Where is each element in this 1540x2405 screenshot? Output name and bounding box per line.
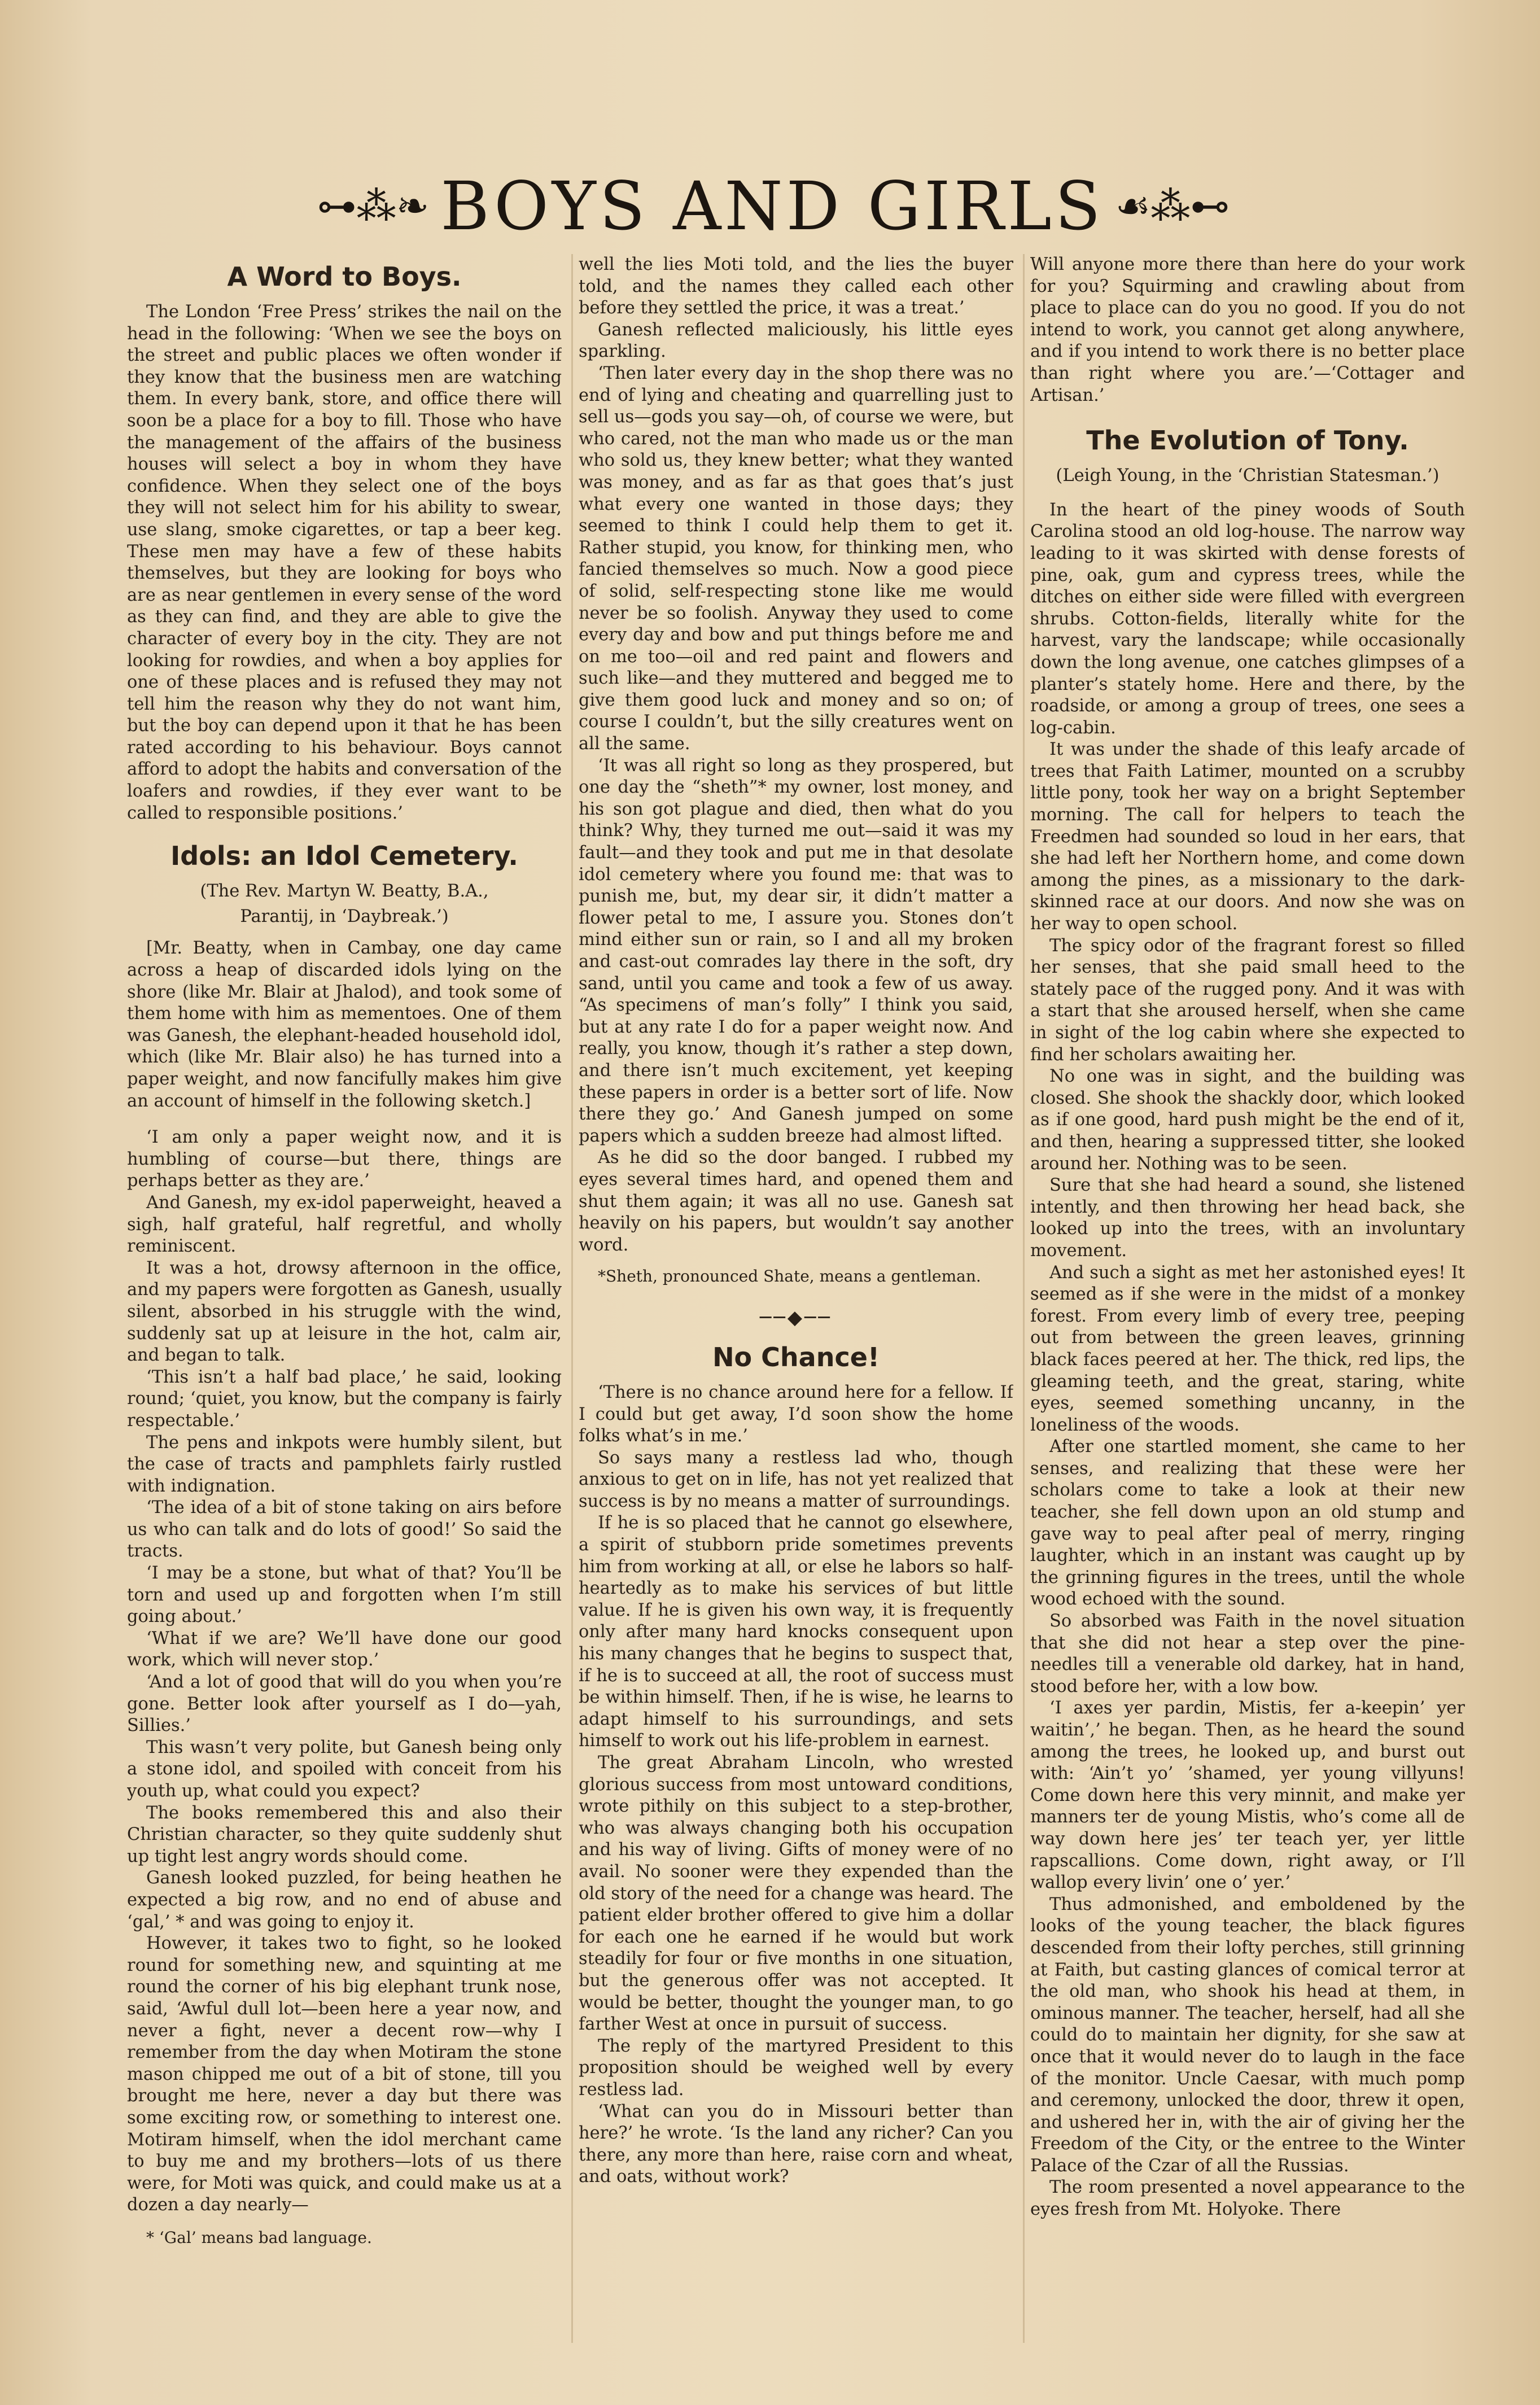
article-paragraph: The room presented a novel appearance to the eyes fresh from Mt. Holyoke. There (1030, 2177, 1465, 2220)
column-rule (1023, 254, 1025, 2343)
article-paragraph: ‘There is no chance around here for a fellow. If I could but get away, I’d soon show the home folks what’s in me.’ (579, 1382, 1013, 1446)
article-paragraph: And Ganesh, my ex-idol paperweight, heaved a sigh, half grateful, half regretful, and wholly reminiscent. (127, 1192, 562, 1257)
article-paragraph: ‘This isn’t a half bad place,’ he said, looking round; ‘quiet, you know, but the company is fairly respectable.’ (127, 1367, 562, 1431)
article-heading: Idols: an Idol Cemetery. (170, 841, 518, 872)
article-paragraph: So says many a restless lad who, though anxious to get on in life, has not yet realized that success is by no means a matter of surroundings. (579, 1448, 1013, 1511)
article-paragraph: The great Abraham Lincoln, who wrested glorious success from most untoward conditions, wrote pithily on this subject to a step-brother, who was always changing both his occupation and his way of living. Gifts of money were of no avail. No sooner were they expended than the old story of the need for a change was heard. The patient elder brother offered to give him a dollar for each one he earned if he would but work steadily for four or five months in one situation, but the generous offer was not accepted. It would be better, thought the younger man, to go farther West at once in pursuit of success. (579, 1753, 1013, 2035)
article-paragraph: The reply of the martyred President to this proposition should be weighed well by every restless lad. (579, 2036, 1013, 2100)
article-paragraph: So absorbed was Faith in the novel situation that she did not hear a step over the pine-needles till a venerable old darkey, hat in hand, stood before her, with a low bow. (1030, 1611, 1465, 1696)
article-paragraph: ‘What if we are? We’ll have done our good work, which will never stop.’ (127, 1628, 562, 1671)
ornament-left-icon: ⊶⁂❧ (317, 183, 430, 229)
ornament-right-icon: ☙⁂⊷ (1115, 183, 1230, 229)
masthead (237, 164, 1310, 248)
article-byline: (The Rev. Martyn W. Beatty, B.A., (200, 881, 489, 902)
footnote: *Sheth, pronounced Shate, means a gentleman. (598, 1267, 981, 1286)
article-paragraph: well the lies Moti told, and the lies the buyer told, and the names they called each other before they settled the price, it was a treat.’ (579, 255, 1013, 318)
article-paragraph: ‘And a lot of good that will do you when you’re gone. Better look after yourself as I do—yah, Sillies.’ (127, 1672, 562, 1736)
article-paragraph: Ganesh reflected maliciously, his little eyes sparkling. (579, 320, 1013, 362)
article-paragraph: However, it takes two to fight, so he looked round for something new, and squinting at me round the corner of his big elephant trunk nose, said, ‘Awful dull lot—been here a year now, and never a fight, never a decent row—why I remember from the day when Motiram the stone mason chipped me out of a bit of stone, till you brought me here, never a day but there was some exciting row, or something to interest one. Motiram himself, when the idol merchant came to buy me and my brothers—lots of us there were, for Moti was quick, and could make us at a dozen a day nearly— (127, 1934, 562, 2215)
article-paragraph: ‘I axes yer pardin, Mistis, fer a-keepin’ yer waitin’,’ he began. Then, as he heard the sound among the trees, he looked up, and burst out with: ‘Ain’t yo’ ’shamed, yer young villyuns! Come down here this very minnit, and make yer manners ter de young Mistis, who’s come all de way down here jes’ ter teach yer, yer little rapscallions. Come down, right away, or I’ll wallop every livin’ one o’ yer.’ (1030, 1698, 1465, 1893)
article-paragraph: After one startled moment, she came to her senses, and realizing that these were her scholars come to take a look at their new teacher, she fell down upon an old stump and gave way to peal after peal of merry, ringing laughter, which in an instant was caught up by the grinning figures in the trees, until the whole wood echoed with the sound. (1030, 1437, 1465, 1610)
article-paragraph: The London ‘Free Press’ strikes the nail on the head in the following: ‘When we see the boys on the street and public places we often wonder if they know that the business men are watching them. In every bank, store, and office there will soon be a place for a boy to fill. Those who have the management of the affairs of the business houses will select a boy in whom they have confidence. When they select one of the boys they will not select him for his ability to swear, use slang, smoke cigarettes, or tap a beer keg. These men may have a few of these habits themselves, but they are looking for boys who are as near gentlemen in every sense of the word as they can find, and they are able to give the character of every boy in the city. They are not looking for rowdies, and when a boy applies for one of these places and is refused they may not tell him the reason why they do not want him, but the boy can depend upon it that he has been rated according to his behaviour. Boys cannot afford to adopt the habits and conversation of the loafers and rowdies, if they ever want to be called to responsible positions.’ (127, 302, 562, 823)
article-paragraph: Ganesh looked puzzled, for being heathen he expected a big row, and no end of abuse and ‘gal,’ * and was going to enjoy it. (127, 1868, 562, 1932)
column-1 (127, 254, 562, 2377)
article-paragraph: The books remembered this and also their Christian character, so they quite suddenly shut up tight lest angry words should come. (127, 1803, 562, 1866)
article-paragraph: Thus admonished, and emboldened by the looks of the young teacher, the black figures descended from their lofty perches, still grinning at Faith, but casting glances of comical terror at the old man, who shook his head at them, in ominous manner. The teacher, herself, had all she could do to maintain her dignity, for she saw at once that it would never do to laugh in the face of the monitor. Uncle Caesar, with much pomp and ceremony, unlocked the door, threw it open, and ushered her in, with the air of giving her the Freedom of the City, or the entree to the Winter Palace of the Czar of all the Russias. (1030, 1894, 1465, 2176)
article-paragraph: As he did so the door banged. I rubbed my eyes several times hard, and opened them and shut them again; it was all no use. Ganesh sat heavily on his papers, but wouldn’t say another word. (579, 1148, 1013, 1255)
article-paragraph: Sure that she had heard a sound, she listened intently, and then throwing her head back, she looked up into the trees, with an involuntary movement. (1030, 1175, 1465, 1261)
article-paragraph: The pens and inkpots were humbly silent, but the case of tracts and pamphlets fairly rustled with indignation. (127, 1432, 562, 1496)
article-paragraph: It was under the shade of this leafy arcade of trees that Faith Latimer, mounted on a scrubby little pony, took her way on a bright September morning. The call for helpers to teach the Freedmen had sounded so loud in her ears, that she had left her Northern home, and come down among the pines, as a missionary to the dark-skinned race at our doors. And now she was on her way to open school. (1030, 740, 1465, 934)
article-paragraph: ‘I am only a paper weight now, and it is humbling of course—but there, things are perhaps better as they are.’ (127, 1127, 562, 1191)
article-paragraph: ‘The idea of a bit of stone taking on airs before us who can talk and do lots of good!’ So said the tracts. (127, 1498, 562, 1562)
article-paragraph: ‘I may be a stone, but what of that? You’ll be torn and used up and forgotten when I’m still going about.’ (127, 1563, 562, 1627)
article-byline: (Leigh Young, in the ‘Christian Statesman.’) (1056, 466, 1440, 486)
article-paragraph: It was a hot, drowsy afternoon in the office, and my papers were forgotten as Ganesh, usually silent, absorbed in his struggle with the wind, suddenly sat up at leisure in the hot, calm air, and began to talk. (127, 1258, 562, 1366)
footnote: * ‘Gal’ means bad language. (146, 2228, 372, 2247)
article-paragraph: In the heart of the piney woods of South Carolina stood an old log-house. The narrow way leading to it was skirted with dense forests of pine, oak, gum and cypress trees, while the ditches on either side were filled with evergreen shrubs. Cotton-fields, literally white for the harvest, vary the landscape; while occasionally down the long avenue, one catches glimpses of a planter’s stately home. Here and there, by the roadside, or among a group of trees, one sees a log-cabin. (1030, 500, 1465, 738)
article-paragraph: Will anyone more there than here do your work for you? Squirming and crawling about from place to place can do you no good. If you do not intend to work, you cannot get along anywhere, and if you intend to work there is no better place than right where you are.’—‘Cottager and Artisan.’ (1030, 255, 1465, 405)
article-paragraph: And such a sight as met her astonished eyes! It seemed as if she were in the midst of a monkey forest. From every limb of every tree, peeping out from between the green leaves, grinning black faces peered at her. The thick, red lips, the gleaming teeth, and the great, staring, white eyes, seemed something uncanny, in the loneliness of the woods. (1030, 1262, 1465, 1435)
column-rule (571, 254, 573, 2343)
column-2 (579, 254, 1013, 2377)
article-paragraph: If he is so placed that he cannot go elsewhere, a spirit of stubborn pride sometimes prevents him from working at all, or else he labors so half-heartedly as to make his services of but little value. If he is given his own way, it is frequently only after many hard knocks consequent upon his many changes that he begins to suspect that, if he is to succeed at all, the root of success must be within himself. Then, if he is wise, he learns to adapt himself to his surroundings, and sets himself to work out his life-problem in earnest. (579, 1513, 1013, 1751)
article-paragraph: ‘Then later every day in the shop there was no end of lying and cheating and quarrelling just to sell us—gods you say—oh, of course we were, but who cared, not the man who made us or the man who sold us, they knew better; what they wanted was money, and as far as that goes that’s just what every one wanted in those days; they seemed to think I could help them to get it. Rather stupid, you know, for thinking men, who fancied themselves so much. Now a good piece of solid, self-respecting stone like me would never be so foolish. Anyway they used to come every day and bow and put things before me and on me too—oil and red paint and flowers and such like—and they muttered and begged me to give them good luck and money and so on; of course I couldn’t, but the silly creatures went on all the same. (579, 363, 1013, 754)
article-heading: The Evolution of Tony. (1086, 425, 1409, 456)
article-byline: Parantij, in ‘Daybreak.’) (240, 906, 449, 926)
article-paragraph: The spicy odor of the fragrant forest so filled her senses, that she paid small heed to the stately pace of the rugged pony. And it was with a start that she aroused herself, when she came in sight of the log cabin where she expected to find her scholars awaiting her. (1030, 935, 1465, 1065)
article-heading: No Chance! (712, 1341, 880, 1372)
article-heading: A Word to Boys. (227, 261, 462, 292)
article-paragraph: This wasn’t very polite, but Ganesh being only a stone idol, and spoiled with conceit from his youth up, what could you expect? (127, 1737, 562, 1801)
article-intro: [Mr. Beatty, when in Cambay, one day came across a heap of discarded idols lying on the shore (like Mr. Blair at Jhalod), and took some of them home with him as mementoes. One of them was Ganesh, the elephant-headed household idol, which (like Mr. Blair also) he has turned into a paper weight, and now fancifully makes him give an account of himself in the following sketch.] (127, 938, 562, 1111)
section-divider: ──◆── (759, 1306, 833, 1330)
article-paragraph: ‘It was all right so long as they prospered, but one day the “sheth”* my owner, lost money, and his son got plague and died, then what do you think? Why, they turned me out—said it was my fault—and they took and put me in that desolate idol cemetery where you found me: that was to punish me, but, my dear sir, it didn’t matter a flower petal to me, I assure you. Stones don’t mind either sun or rain, so I and all my broken and cast-out comrades lay there in the soft, dry sand, until you came and took a few of us away. “As specimens of man’s folly” I think you said, but at any rate I do for a paper weight now. And really, you know, though it’s rather a step down, and there isn’t much excitement, yet keeping these papers in order is a better sort of life. Now there they go.’ And Ganesh jumped on some papers which a sudden breeze had almost lifted. (579, 755, 1013, 1146)
article-paragraph: ‘What can you do in Missouri better than here?’ he wrote. ‘Is the land any richer? Can you there, any more than here, raise corn and wheat, and oats, without work? (579, 2101, 1013, 2187)
article-paragraph: No one was in sight, and the building was closed. She shook the shackly door, which looked as if one good, hard push might be the end of it, and then, hearing a suppressed titter, she looked around her. Nothing was to be seen. (1030, 1066, 1465, 1174)
column-3 (1030, 254, 1465, 2377)
section-title: BOYS AND GIRLS (440, 167, 1104, 245)
